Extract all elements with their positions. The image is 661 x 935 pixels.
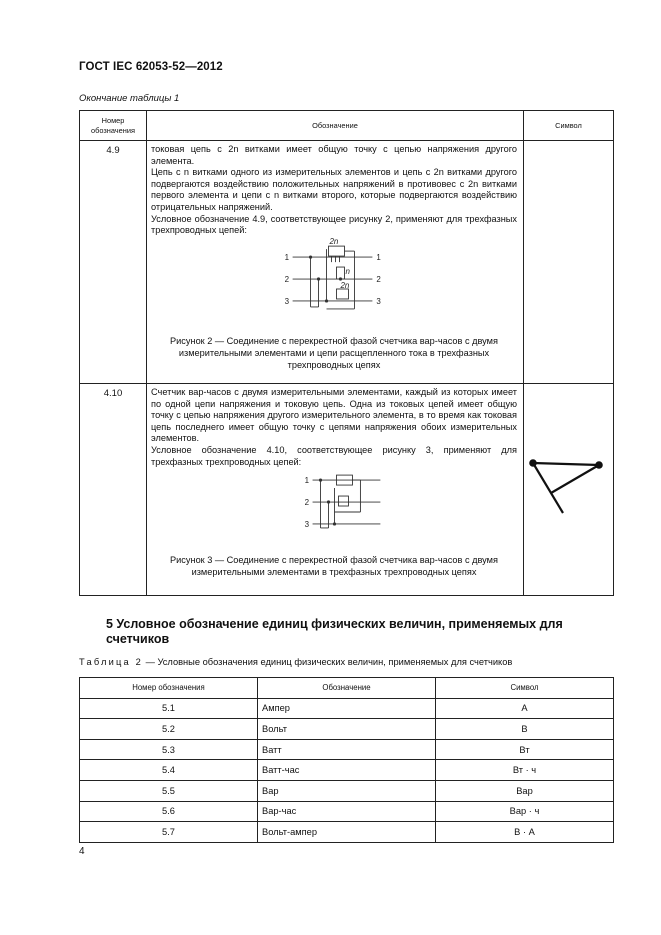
label-r2: 2: [376, 274, 381, 284]
table-row: [80, 760, 614, 781]
label-r1: 1: [376, 252, 381, 262]
paragraph: токовая цепь с 2n витками имеет общую точку с цепью напряжения другого элемента.: [151, 144, 517, 166]
table2-header-number: Номер обозначения: [80, 678, 258, 699]
unit-number: 5.6: [80, 801, 258, 822]
table-row: [80, 719, 614, 740]
unit-number: 5.1: [80, 698, 258, 719]
table2-header-symbol: Символ: [436, 678, 614, 699]
unit-name: Вар-час: [258, 801, 436, 822]
row-description: [147, 141, 524, 384]
page-number: 4: [79, 846, 85, 857]
unit-symbol: A: [436, 698, 614, 719]
unit-name: Ватт: [258, 739, 436, 760]
unit-symbol: В · А: [436, 822, 614, 843]
unit-name: Вольт: [258, 719, 436, 740]
table2-caption: [79, 657, 512, 667]
row-symbol: [524, 141, 614, 384]
table1-caption: Окончание таблицы 1: [79, 93, 180, 104]
unit-number: 5.2: [80, 719, 258, 740]
table1-header-symbol: Символ: [524, 111, 614, 141]
label-l3: 3: [304, 520, 310, 530]
table-row: [80, 780, 614, 801]
table2-caption-text: — Условные обозначения единиц физических величин, применяемых для счетчиков: [143, 657, 513, 667]
unit-name: Ампер: [258, 698, 436, 719]
row-symbol: [524, 384, 614, 596]
paragraph: Условное обозначение 4.9, соответствующее рисунку 2, применяют для трехфазных трехпроводных цепей:: [151, 213, 517, 236]
coil-label-mid: n: [345, 266, 350, 276]
label-l2: 2: [284, 274, 290, 284]
table-row: [80, 698, 614, 719]
coil-label-bot: 2n: [340, 280, 350, 290]
unit-number: 5.3: [80, 739, 258, 760]
figure-3-caption: Рисунок 3 — Соединение с перекрестной фазой счетчика вар-часов с двумя измерительными элементами в трехфазных трехпроводных цепях: [170, 555, 498, 578]
table2-header-designation: Обозначение: [258, 678, 436, 699]
unit-number: 5.7: [80, 822, 258, 843]
paragraph: Цепь с n витками одного из измерительных элементов и цепь с 2n витками другого подвергаются воздействию положительных напряжений в противовес с 2n витками первого элемента и цепи с n витками второго, которые подвергаются воздействию отрицательных напряжений.: [151, 167, 517, 212]
unit-symbol: В: [436, 719, 614, 740]
table1-header-designation: Обозначение: [147, 111, 524, 141]
row-description: [147, 384, 524, 596]
table-row: [80, 822, 614, 843]
label-l2: 2: [304, 498, 310, 508]
table2-caption-label: Таблица 2: [79, 657, 144, 667]
figure-3-schematic: [151, 468, 517, 552]
table1: [79, 110, 614, 596]
unit-symbol: Вар: [436, 780, 614, 801]
table1-row-4-10: [80, 384, 614, 596]
unit-name: Вар: [258, 780, 436, 801]
unit-name: Ватт-час: [258, 760, 436, 781]
unit-number: 5.5: [80, 780, 258, 801]
figure-2-caption: Рисунок 2 — Соединение с перекрестной фазой счетчика вар-часов с двумя измерительными элементами и цепи расщепленного тока в трехфазных трехпроводных цепях: [170, 335, 498, 370]
table1-row-4-9: [80, 141, 614, 384]
table-row: [80, 739, 614, 760]
figure-2-schematic: [151, 237, 517, 333]
paragraph: Условное обозначение 4.10, соответствующее рисунку 3, применяют для трехфазных трехпроводных цепей:: [151, 444, 517, 467]
table2-header-row: [80, 678, 614, 699]
unit-name: Вольт-ампер: [258, 822, 436, 843]
unit-symbol: Вт · ч: [436, 760, 614, 781]
label-r3: 3: [376, 296, 381, 306]
unit-symbol: Вар · ч: [436, 801, 614, 822]
row-number: 4.9: [80, 141, 147, 384]
unit-symbol: Вт: [436, 739, 614, 760]
coil-label-top: 2n: [329, 236, 339, 246]
table-row: [80, 801, 614, 822]
label-l1: 1: [284, 252, 290, 262]
section-5-title: 5 Условное обозначение единиц физических величин, применяемых для счетчиков: [106, 617, 563, 646]
row-number: 4.10: [80, 384, 147, 596]
paragraph: Счетчик вар-часов с двумя измерительными элементами, каждый из которых имеет по одной цепи напряжения и токовую цепь. Одна из токовых цепей имеет общую точку с цепью напряжения другого измерительного элемента, в то время как токовая цепь последнего имеет общую точку с цепями напряжения обоих измерительных элементов.: [151, 387, 517, 444]
table2: [79, 677, 614, 843]
table1-header-number: Номер обозначения: [80, 111, 147, 141]
label-l1: 1: [304, 476, 310, 486]
table1-header-row: [80, 111, 614, 141]
unit-number: 5.4: [80, 760, 258, 781]
varhour-meter-symbol-icon: [525, 455, 613, 525]
label-l3: 3: [284, 296, 290, 306]
document-header: ГОСТ IEC 62053-52—2012: [79, 61, 223, 73]
